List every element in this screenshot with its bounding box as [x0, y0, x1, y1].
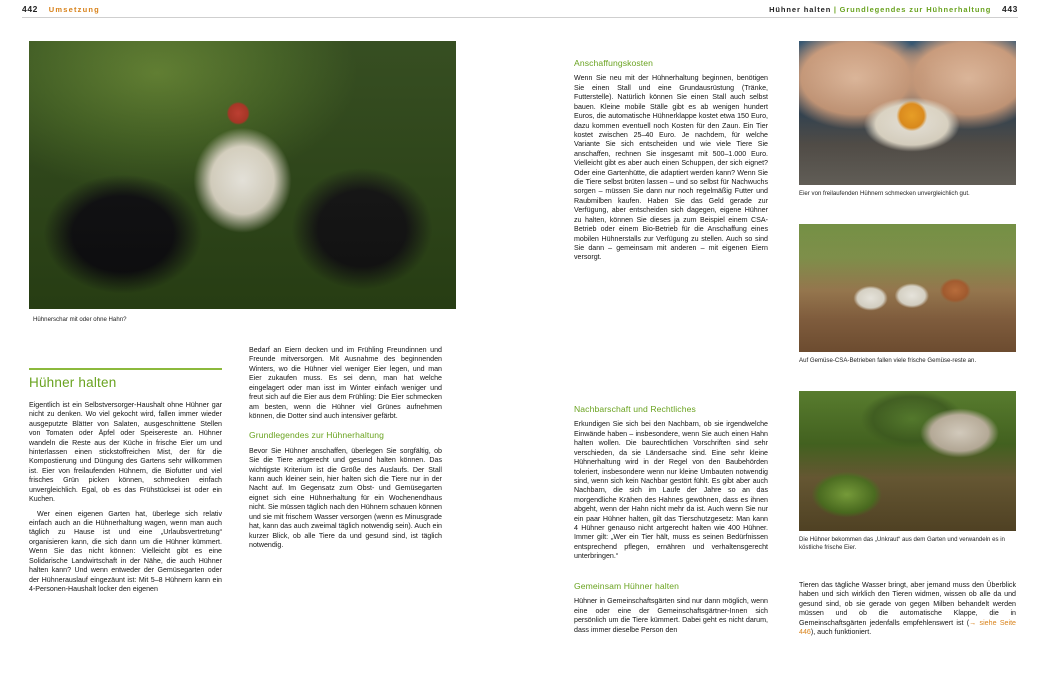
paragraph: Bevor Sie Hühner anschaffen, überlegen Sie sorgfältig, ob Sie die Tiere artgerecht und gesund halten können. Das wichtigste Kriterium ist die Größe des Auslaufs. Der Stall kann auch kleiner sein, hier halten sich die Tiere nur in der Nacht auf. Im Gegensatz zum Obst- und Gemüsegarten eignet sich eine Hühnerhaltung für ein Wochenendhaus nicht. Sie müssen täglich nach den Hühnern schauen können und sie mit frischem Wasser versorgen (wenn es Minusgrade hat, kann das auch zweimal täglich notwendig sein). Auch ein kurzer Blick, ob alle Tiere da und gesund sind, ist täglich notwendig.	[249, 446, 442, 550]
subheading-nachbarschaft: Nachbarschaft und Rechtliches	[574, 404, 696, 414]
column-two	[249, 346, 442, 555]
paragraph-post-link: ), auch funktioniert.	[810, 628, 872, 637]
paragraph: Erkundigen Sie sich bei den Nachbarn, ob sie irgendwelche Einwände haben – insbesondere, wenn Sie auch einen Hahn halten wollen. Die baurechtlichen Vorschriften sind sehr verschieden, da sie Ländersache sind. Eine sehr kleine Hühnerhaltung wird in der Regel von den Baubehörden toleriert, insbesondere wenn nur kleine Umbauten notwendig sind, wenn sich kein Nachbar gestört fühlt. Es gibt aber auch Nachbarn, die sich im Laufe der Jahre so an das morgendliche Krähen des Hahnes gewöhnen, dass es ihnen abgeht, wenn der Hahn nicht mehr da ist. Auch wenn Sie nur ein paar Hühner halten, gilt das Tierschutzgesetz: Man kann 4 Hühner genauso nicht artgerecht halten wie 400 Hühner. Immer gilt: „Wer ein Tier hält, muss es seinen Bedürfnissen entsprechend pflegen, ernähren und verhaltensgerecht unterbringen.“	[574, 420, 768, 561]
running-head-right	[769, 4, 1018, 14]
photo-chickens-field	[799, 224, 1016, 352]
folio-right: 443	[1002, 4, 1018, 14]
photo-garden-image	[799, 391, 1016, 531]
paragraph: Wer einen eigenen Garten hat, überlege sich relativ einfach auch an die Hühnerhaltung wagen, wenn man auch täglich zu Hause ist und eine „Urlaubsvertretung“ organisieren kann, die sich dann um die Hühner kümmert. Wenn Sie das nicht können: Vielleicht gibt es eine Solidarische Landwirtschaft in der Nähe, die auch Hühner halten kann? Und wenn entweder der Gemüsegarten oder der Hühnerauslauf eingezäunt ist: Mit 5–8 Hühnern kann ein 4-Personen-Haushalt locker den eigenen	[29, 509, 222, 593]
running-head-kicker: Umsetzung	[48, 5, 100, 14]
running-head-section: Grundlegendes zur Hühnerhaltung	[839, 5, 992, 14]
subheading-grundlegendes: Grundlegendes zur Hühnerhaltung	[249, 430, 384, 441]
running-head-left	[22, 4, 100, 14]
running-head-separator: |	[833, 5, 837, 14]
cross-reference-link[interactable]: → siehe Seite 446	[799, 618, 1016, 637]
subheading-anschaffungskosten: Anschaffungskosten	[574, 58, 654, 68]
column-three-part-three	[574, 581, 768, 640]
photo-garden-caption: Die Hühner bekommen das „Unkraut“ aus dem Garten und verwandeln es in köstliche frische Eier.	[799, 536, 1005, 551]
photo-chickens-field-caption: Auf Gemüse-CSA-Betrieben fallen viele frische Gemüse-reste an.	[799, 357, 977, 364]
paragraph: Bedarf an Eiern decken und im Frühling Freundinnen und Freunde mitversorgen. Mit Ausnahme des beginnenden Winters, wo die Hühner viel weniger Eier legen, und man Eier zukaufen muss. Es sei denn, man hat welche eingelagert oder man isst im Winter einfach weniger und freut sich auf die Eier aus dem Frühling: Die Eier schmecken am besten, wenn die Hühner viel Grünes aufnehmen können, die Dotter sind auch intensiver gefärbt.	[249, 346, 442, 420]
column-one	[29, 374, 222, 599]
paragraph: Eigentlich ist ein Selbstversorger-Haushalt ohne Hühner gar nicht zu denken. Wo viel gekocht wird, fallen immer wieder ausgeputzte Blätter von Salaten, ausgeschnittene Stellen von Tomaten oder Äpfel oder Speisereste an. Hühner wandeln die Reste aus der Küche in frische Eier um und hinterlassen einen stickstoffreichen Mist, der für die Kompostierung und Düngung des Gartens sehr willkommen ist. Eier von freilaufenden Hühnern, die Biofutter und viel frisches Grün picken können, schmecken einfach unvergleichlich. Egal, ob es das Frühstücksei ist oder ein Kuchen.	[29, 400, 222, 504]
photo-chickens-field-image	[799, 224, 1016, 352]
paragraph-pre-link: Tieren das tägliche Wasser bringt, aber jemand muss den Überblick haben und sich wirklich den Tieren widmen, wissen ob alle da und gesund sind, ob sie gerade von gegen Milben behandelt werden müssen und ob die automatische Klappe, die in Gemeinschaftsgärten jedenfalls empfehlenswert ist (	[799, 581, 1016, 627]
photo-garden	[799, 391, 1016, 531]
title-underline	[29, 368, 222, 370]
photo-hens-image	[29, 41, 456, 309]
paragraph	[799, 581, 1016, 638]
photo-hens	[29, 41, 456, 309]
paragraph: Wenn Sie neu mit der Hühnerhaltung beginnen, benötigen Sie einen Stall und eine Grundausrüstung (Tränke, Futterstelle). Natürlich können Sie einen Stall auch selbst bauen. Kleine mobile Ställe gibt es ab wenigen hundert Euros, die automatische Hühnerklappe kostet etwa 150 Euro, dazu kommen eventuell noch Kosten für den Zaun. Ein Tier kostet zwischen 25–40 Euro. Je nachdem, für welche Variante Sie sich entscheiden und wie viele Tiere Sie anschaffen, rechnen Sie insgesamt mit 500–1.000 Euro. Vielleicht gibt es aber auch einen Schuppen, der sich eignet? Oder eine Gartenhütte, die adaptiert werden kann? Wenn Sie die Tiere selbst brüten lassen – und so selbst für Nachwuchs sorgen – müssen Sie dann nur noch regelmäßig Futter und Raubmilben kaufen. Haben Sie das Geld gerade zur Verfügung, aber entscheiden sich dagegen, eigene Hühner zu halten, können Sie dieses ja zum Beispiel einem CSA-Betrieb oder einem Bio-Betrieb für die Anschaffung eines mobilen Hühnerstalls zur Verfügung zu stellen. Auch so sind Sie dann – gemeinsam mit anderen – mit eigenen Eiern versorgt.	[574, 74, 768, 262]
photo-eggs	[799, 41, 1016, 185]
column-three-part-two	[574, 404, 768, 567]
header-divider	[22, 17, 1018, 18]
paragraph: Hühner in Gemeinschaftsgärten sind nur dann möglich, wenn eine oder eine der Gemeinschaftsgärtner-Innen sich persönlich um die Tiere kümmert. Dabei geht es nicht darum, dass immer dieselbe Person den	[574, 597, 768, 634]
folio-left: 442	[22, 4, 38, 14]
running-head-chapter: Hühner halten	[769, 5, 832, 14]
page-title: Hühner halten	[29, 375, 117, 390]
column-three	[574, 58, 768, 268]
photo-eggs-caption: Eier von freilaufenden Hühnern schmecken unvergleichlich gut.	[799, 190, 970, 197]
photo-eggs-image	[799, 41, 1016, 185]
photo-hens-caption: Hühnerschar mit oder ohne Hahn?	[33, 316, 127, 323]
column-four	[799, 581, 1016, 643]
subheading-gemeinsam: Gemeinsam Hühner halten	[574, 581, 680, 591]
